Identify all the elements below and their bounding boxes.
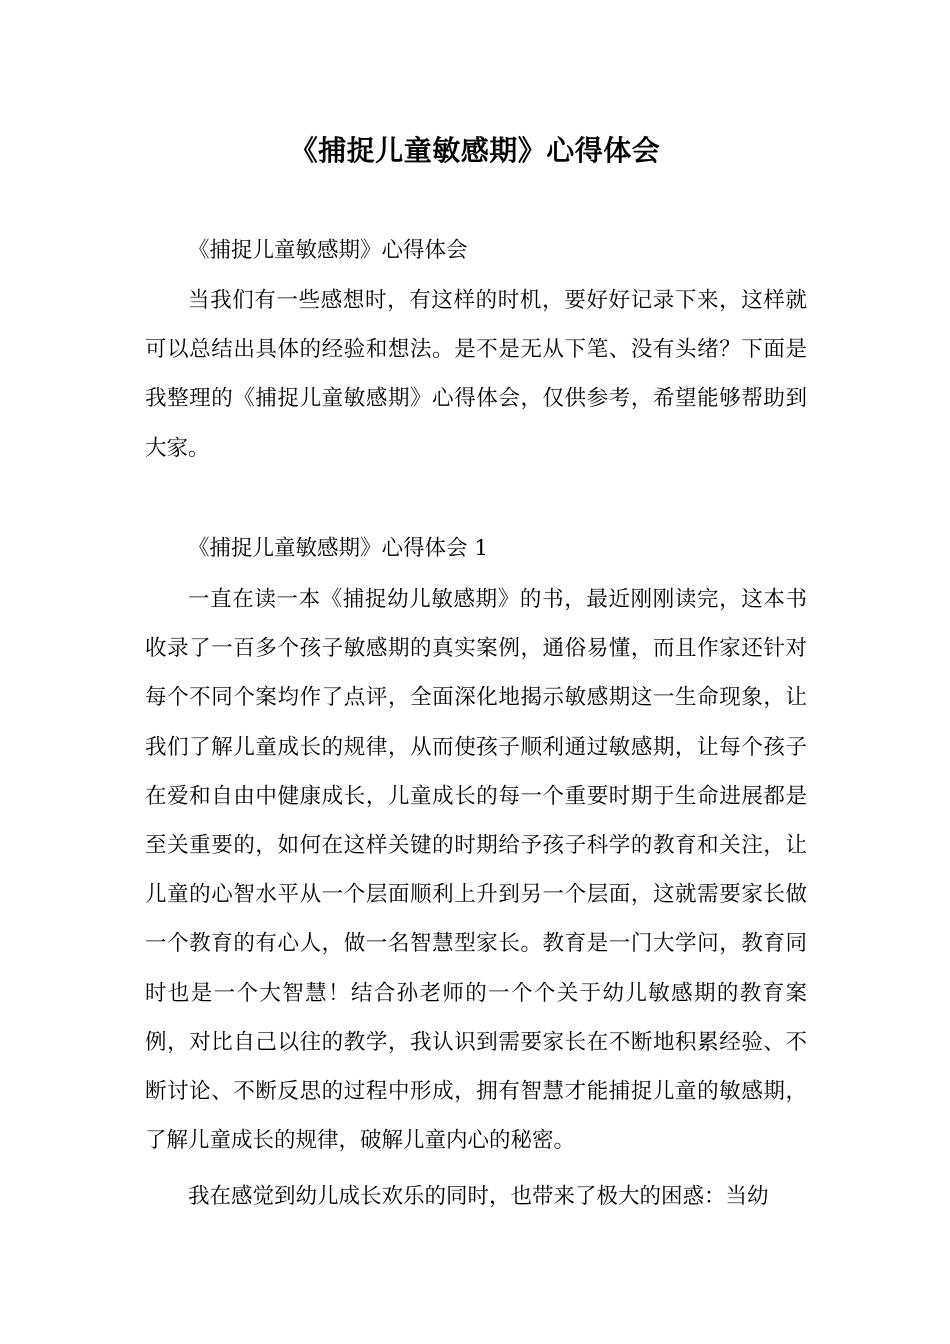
intro-paragraph: 当我们有一些感想时，有这样的时机，要好好记录下来，这样就可以总结出具体的经验和想法。是不是无从下笔、没有头绪？下面是我整理的《捕捉儿童敏感期》心得体会，仅供参考，希望能够帮助到大家。 (145, 288, 807, 461)
section-heading: 《捕捉儿童敏感期》心得体会 1 (188, 536, 489, 561)
document-subtitle: 《捕捉儿童敏感期》心得体会 (188, 238, 468, 263)
document-title: 《捕捉儿童敏感期》心得体会 (289, 134, 661, 167)
body-paragraph-2: 我在感觉到幼儿成长欢乐的同时，也带来了极大的困惑：当幼 (188, 1184, 769, 1209)
body-paragraph-1: 一直在读一本《捕捉幼儿敏感期》的书，最近刚刚读完，这本书收录了一百多个孩子敏感期的真实案例，通俗易懂，而且作家还针对每个不同个案均作了点评，全面深化地揭示敏感期这一生命现象，让我们了解儿童成长的规律，从而使孩子顺利通过敏感期，让每个孩子在爱和自由中健康成长，儿童成长的每一个重要时期于生命进展都是至关重要的，如何在这样关键的时期给予孩子科学的教育和关注，让儿童的心智水平从一个层面顺利上升到另一个层面，这就需要家长做一个教育的有心人，做一名智慧型家长。教育是一门大学问，教育同时也是一个大智慧！结合孙老师的一个个关于幼儿敏感期的教育案例，对比自己以往的教学，我认识到需要家长在不断地积累经验、不断讨论、不断反思的过程中形成，拥有智慧才能捕捉儿童的敏感期，了解儿童成长的规律，破解儿童内心的秘密。 (145, 587, 807, 1154)
